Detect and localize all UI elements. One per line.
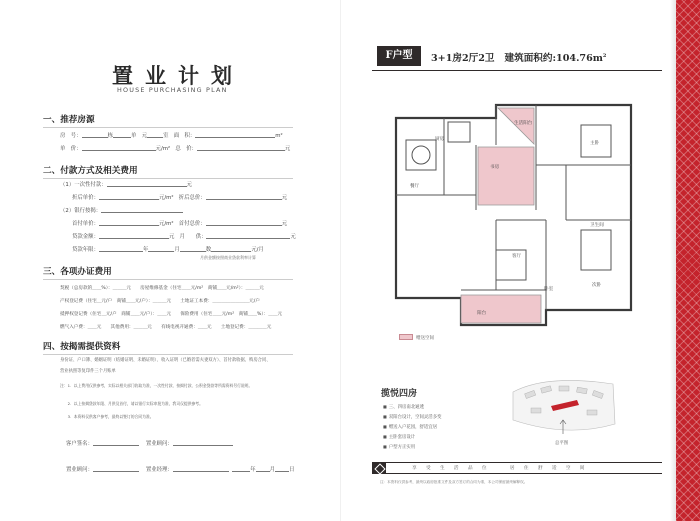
motto-band (372, 462, 662, 474)
decorative-red-strip (676, 0, 700, 521)
loan-term-row[interactable]: 贷款年限： 年 月 数 元/月 (72, 247, 264, 253)
center-fold (340, 0, 341, 521)
floor-plan-sheet (352, 0, 670, 521)
feature-3: ■ 赠送入户花园，舒适宜居 (383, 424, 437, 430)
section-2-heading: 二、付款方式及相关费用 (43, 166, 138, 176)
doc-line-2: 营业执照等复印件三个月账单 (60, 369, 116, 374)
room-label-balcony: 阳台 (477, 311, 487, 316)
feature-2: ■ 双阳台设计，空间灵活多变 (383, 414, 441, 420)
signature-row-2[interactable]: 置业顾问： 置业经理： 年 月 日 (66, 467, 295, 473)
page-title: 置业计划 (112, 63, 244, 88)
room-label-bath: 卫生间 (590, 223, 604, 228)
floor-area: 建筑面积约$:104.76m^2$ (504, 52, 607, 64)
disclaimer: 注：本资料仅供参考，最终以政府批准文件及双方签订的合同为准，本公司保留最终解释权。 (380, 480, 528, 484)
header-rule (372, 70, 662, 71)
section-1-heading: 一、推荐房源 (43, 115, 95, 125)
signature-row-1[interactable]: 客户签名： 置业顾问： (66, 439, 233, 447)
doc-line-1: 身份证、户口簿、婚姻证明（结婚证明、未婚证明）、收入证明（已婚者需夫妻双方）、首付款收据、购房合同、 (60, 358, 271, 363)
room-label-second: 次卧 (592, 283, 602, 288)
diamond-icon (372, 463, 386, 473)
room-label-service-balcony: 生活阳台 (514, 121, 533, 126)
feature-1: ■ 三、四房南北通透 (383, 404, 424, 410)
feature-4: ■ 主卧套房设计 (383, 434, 415, 440)
discount-price-row[interactable]: 折后单价： 元/m² 折后总价： 元 (72, 195, 288, 201)
fee-row-4: 燃气入户费：＿＿元 其他费用：＿＿＿元 有线电视开通费：＿＿元 土地登记费：＿＿＿＿元 (60, 325, 272, 330)
room-label-bedroom: 卧室 (544, 287, 554, 292)
room-label-living: 客厅 (512, 254, 522, 259)
down-payment-row[interactable]: 首付单价： 元/m² 首付总价： 元 (72, 221, 288, 227)
fee-row-3: 抵押权登记费（住宅＿元/户 商铺＿＿元/户）：＿＿元 保险费用（住宅＿＿元/m² 商铺＿＿%）：＿＿元 (60, 312, 283, 317)
one-time-payment-row[interactable]: （1）一次性付款： 元 (60, 182, 192, 188)
doc-note-2: 2．以上按揭贷款年限、月供及首付，请以银行实际审批为准，我司仅提供参考。 (60, 401, 203, 406)
page-subtitle: HOUSE PURCHASING PLAN (117, 86, 228, 94)
site-map-label: 总平图 (555, 441, 569, 446)
mortgage-note: 月供金额按照商业贷款利率计算 (200, 255, 256, 260)
site-map (507, 372, 619, 444)
section-4-heading: 四、按揭需提供资料 (43, 342, 121, 352)
bank-mortgage-row[interactable]: （2）银行按揭： (60, 206, 183, 214)
feature-5: ■ 户型方正实用 (383, 444, 415, 450)
motto-text: 享受生活品位 居住舒适空间 (412, 466, 594, 471)
features-title: 揽悦四房 (381, 389, 418, 399)
unit-spec (431, 50, 606, 64)
doc-note-1: 注：1．以上费用仅供参考，实际以相关部门收取为准，一次性付款、按揭付款、公积金贷款等所需资料另行说明。 (60, 383, 253, 388)
unit-type-tag: F户型 (377, 46, 421, 66)
loan-amount-row[interactable]: 贷款金额： 元 月 供： 元 (72, 234, 296, 240)
room-number-row[interactable]: 房 号： 栋 单 元 室 面 积： m² (60, 133, 283, 139)
gift-space-swatch (399, 334, 413, 340)
room-label-kitchen: 厨房 (435, 137, 445, 142)
room-label-study: 书房 (490, 165, 500, 170)
label-room: 房 号： (60, 133, 82, 139)
room-label-dining: 餐厅 (410, 184, 420, 189)
purchase-plan-sheet (0, 0, 330, 521)
section-3-heading: 三、各项办证费用 (43, 267, 112, 277)
room-label-master: 主卧 (590, 141, 600, 146)
fee-row-2: 产权登记费（住宅＿元/户 商铺＿＿元/户）：＿＿＿元 土地证工本费：＿＿＿＿＿＿＿＿元/户 (60, 299, 260, 304)
fee-row-1: 契税（总房款的＿＿%）：＿＿＿元 房屋维修基金（住宅＿＿元/m² 商铺＿＿元/m²）：＿＿＿元 (60, 286, 264, 291)
room-layout: 3+1房2厅2卫 (431, 53, 495, 64)
doc-note-3: 3．本资料仅供客户参考，最终以签订的合同为准。 (60, 414, 154, 419)
price-row[interactable]: 单 价： 元/m² 总 价： 元 (60, 146, 291, 152)
floor-plan-drawing (386, 100, 666, 340)
gift-space-legend: 赠送空间 (399, 334, 434, 341)
